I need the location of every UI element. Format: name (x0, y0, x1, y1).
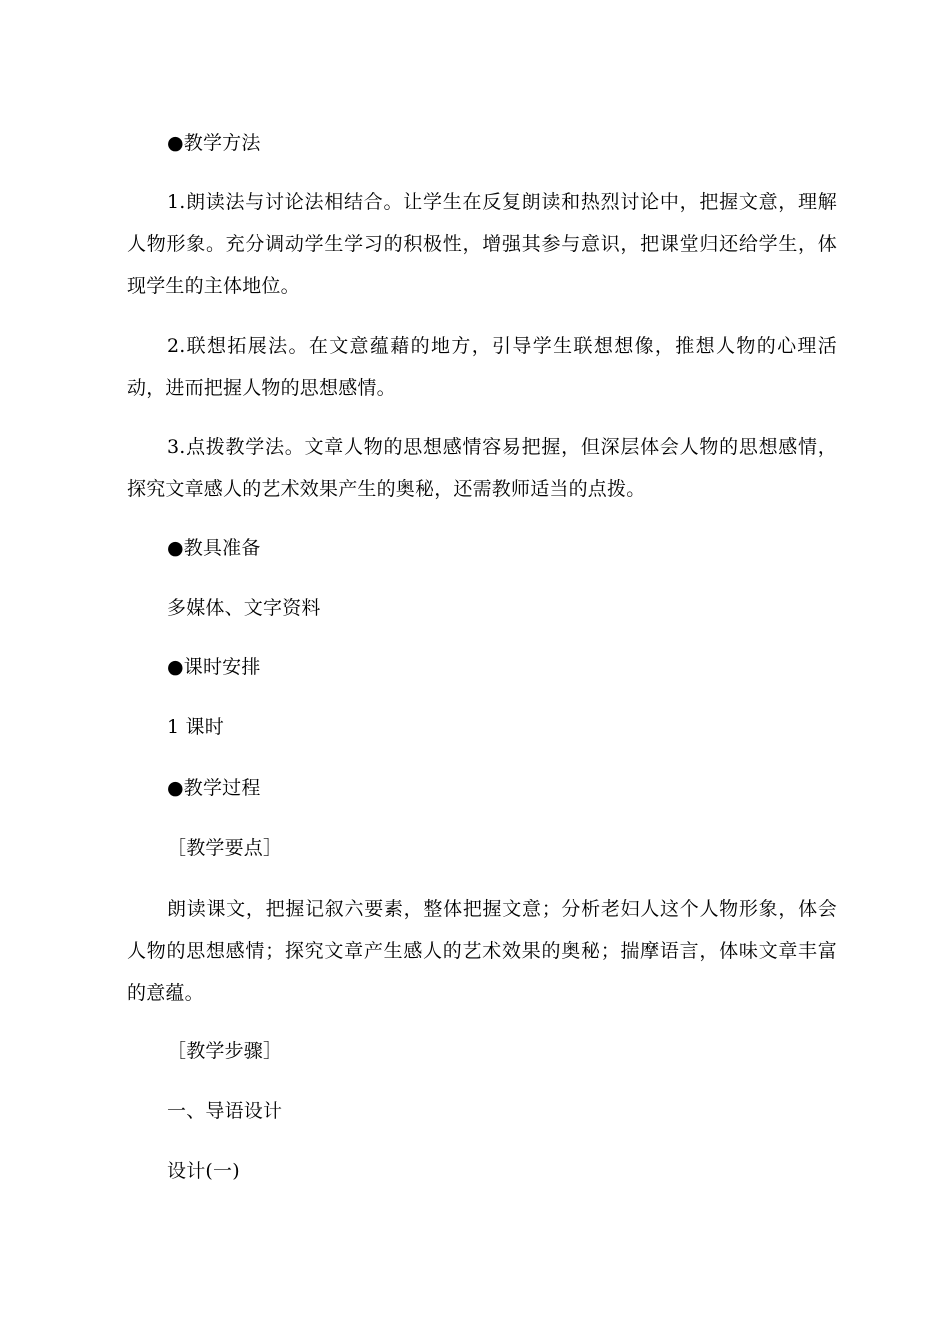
heading-teaching-aids: ●教具准备 (167, 537, 261, 559)
paragraph-class-schedule: 1 课时 (167, 716, 224, 738)
heading-teaching-methods: ●教学方法 (167, 132, 261, 154)
paragraph-method-2: 2.联想拓展法。在文意蕴藉的地方，引导学生联想想像，推想人物的心理活动，进而把握人物的思想感情。 (127, 335, 837, 399)
heading-class-schedule: ●课时安排 (167, 656, 261, 678)
paragraph-teaching-points: 朗读课文，把握记叙六要素，整体把握文意；分析老妇人这个人物形象，体会人物的思想感情；探究文章产生感人的艺术效果的奥秘；揣摩语言，体味文章丰富的意蕴。 (127, 898, 837, 1004)
heading-teaching-process: ●教学过程 (167, 777, 261, 799)
paragraph-method-1: 1.朗读法与讨论法相结合。让学生在反复朗读和热烈讨论中，把握文意，理解人物形象。充分调动学生学习的积极性，增强其参与意识，把课堂归还给学生，体现学生的主体地位。 (127, 191, 837, 297)
section-title-intro-design: 一、导语设计 (167, 1100, 283, 1122)
paragraph-teaching-aids: 多媒体、文字资料 (167, 597, 321, 619)
paragraph-method-3: 3.点拨教学法。文章人物的思想感情容易把握，但深层体会人物的思想感情，探究文章感人的艺术效果产生的奥秘，还需教师适当的点拨。 (127, 436, 837, 500)
subheading-teaching-points: ［教学要点］ (167, 837, 283, 859)
section-title-design-one: 设计(一) (167, 1160, 240, 1182)
subheading-teaching-steps: ［教学步骤］ (167, 1040, 283, 1062)
